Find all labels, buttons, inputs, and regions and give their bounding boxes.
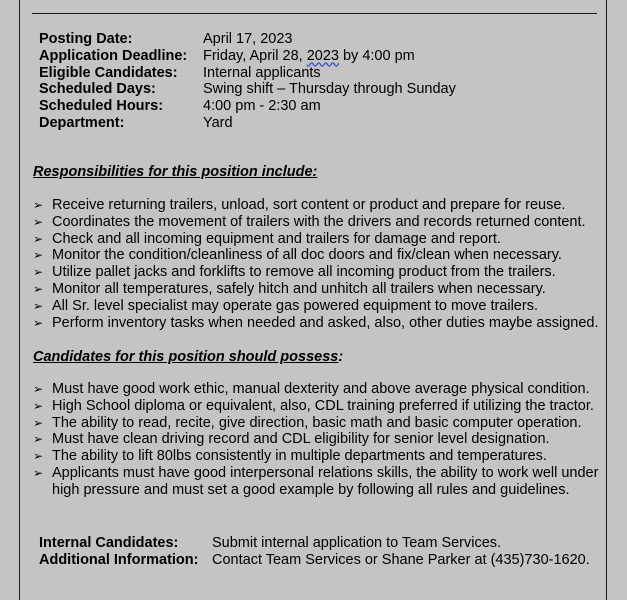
contact-info — [39, 535, 590, 569]
page-right-border — [606, 0, 607, 600]
list-item: ➢ High School diploma or equivalent, also, CDL training preferred if utilizing the tractor. — [33, 397, 594, 414]
list-item: ➢ Must have clean driving record and CDL eligibility for senior level designation. — [33, 431, 550, 448]
arrow-bullet-icon: ➢ — [33, 415, 44, 430]
arrow-bullet-icon: ➢ — [33, 382, 44, 396]
deadline-time: by 4:00 pm — [338, 47, 415, 64]
arrow-bullet-icon: ➢ — [33, 281, 44, 296]
list-item: ➢ Receive returning trailers, unload, sort content or product and prepare for reuse. — [33, 197, 566, 213]
detail-scheduled-days — [39, 81, 456, 98]
candidates-heading-colon: : — [338, 349, 344, 365]
footer-value: Submit internal application to Team Services. — [212, 535, 502, 551]
arrow-bullet-icon: ➢ — [33, 214, 44, 229]
list-item: ➢ The ability to lift 80lbs consistently in multiple departments and temperatures. — [33, 448, 547, 465]
detail-value: 4:00 pm - 2:30 am — [203, 98, 321, 115]
arrow-bullet-icon: ➢ — [33, 432, 44, 447]
list-item: ➢ Applicants must have good interpersonal relations skills, the ability to work well under high pressure and must set a good example by following all rules and guidelines. — [33, 464, 599, 498]
arrow-bullet-icon: ➢ — [33, 315, 44, 330]
arrow-bullet-icon: ➢ — [33, 398, 44, 413]
detail-scheduled-hours — [39, 98, 456, 115]
candidates-heading — [33, 349, 343, 365]
list-item: ➢ Utilize pallet jacks and forklifts to remove all incoming product from the trailers. — [33, 264, 556, 281]
detail-label: Scheduled Hours: — [39, 98, 164, 115]
list-item: ➢ Monitor the condition/cleanliness of all doc doors and fix/clean when necessary. — [33, 247, 562, 264]
deadline-year: 2023 — [306, 47, 339, 64]
detail-value: Swing shift – Thursday through Sunday — [203, 81, 456, 98]
page-left-border — [19, 0, 20, 600]
detail-label: Posting Date: — [39, 31, 133, 47]
list-item: ➢ Monitor all temperatures, safely hitch and unhitch all trailers when necessary. — [33, 280, 546, 297]
footer-label: Internal Candidates: — [39, 535, 179, 551]
arrow-bullet-icon: ➢ — [33, 449, 44, 464]
detail-label: Scheduled Days: — [39, 81, 156, 98]
list-item: ➢ All Sr. level specialist may operate gas powered equipment to move trailers. — [33, 297, 538, 314]
detail-department — [39, 115, 456, 132]
arrow-bullet-icon: ➢ — [33, 231, 44, 246]
list-item: ➢ Check and all incoming equipment and trailers for damage and report. — [33, 230, 501, 247]
footer-label: Additional Information: — [39, 552, 199, 568]
posting-details — [39, 31, 456, 132]
detail-value: Internal applicants — [203, 64, 321, 81]
arrow-bullet-icon: ➢ — [33, 198, 44, 212]
header-rule — [32, 13, 597, 14]
responsibilities-heading: Responsibilities for this position include: — [33, 164, 318, 180]
detail-label: Department: — [39, 114, 125, 131]
responsibilities-list — [33, 197, 603, 331]
detail-value: Yard — [203, 114, 233, 131]
list-item: ➢ Coordinates the movement of trailers with the drivers and records returned content. — [33, 213, 586, 230]
detail-eligible-candidates — [39, 65, 456, 82]
footer-internal-candidates — [39, 535, 590, 552]
arrow-bullet-icon: ➢ — [33, 298, 44, 313]
deadline-date: Friday, April 28, — [203, 47, 307, 64]
candidates-list — [33, 381, 603, 499]
arrow-bullet-icon: ➢ — [33, 248, 44, 263]
footer-value: Contact Team Services or Shane Parker at (435)730-1620. — [212, 552, 590, 568]
arrow-bullet-icon: ➢ — [33, 465, 44, 480]
footer-additional-information — [39, 552, 590, 569]
detail-label: Application Deadline: — [39, 47, 188, 64]
arrow-bullet-icon: ➢ — [33, 265, 44, 280]
detail-posting-date — [39, 31, 456, 48]
list-item: ➢ Must have good work ethic, manual dexterity and above average physical condition. — [33, 381, 590, 397]
detail-value: April 17, 2023 — [203, 31, 293, 47]
candidates-heading-text: Candidates for this position should possess — [33, 349, 339, 365]
list-item: ➢ The ability to read, recite, give direction, basic math and basic computer operation. — [33, 414, 582, 431]
detail-value — [203, 48, 415, 65]
detail-label: Eligible Candidates: — [39, 64, 178, 81]
detail-application-deadline — [39, 48, 456, 65]
list-item: ➢ Perform inventory tasks when needed and asked, also, other duties maybe assigned. — [33, 314, 599, 331]
